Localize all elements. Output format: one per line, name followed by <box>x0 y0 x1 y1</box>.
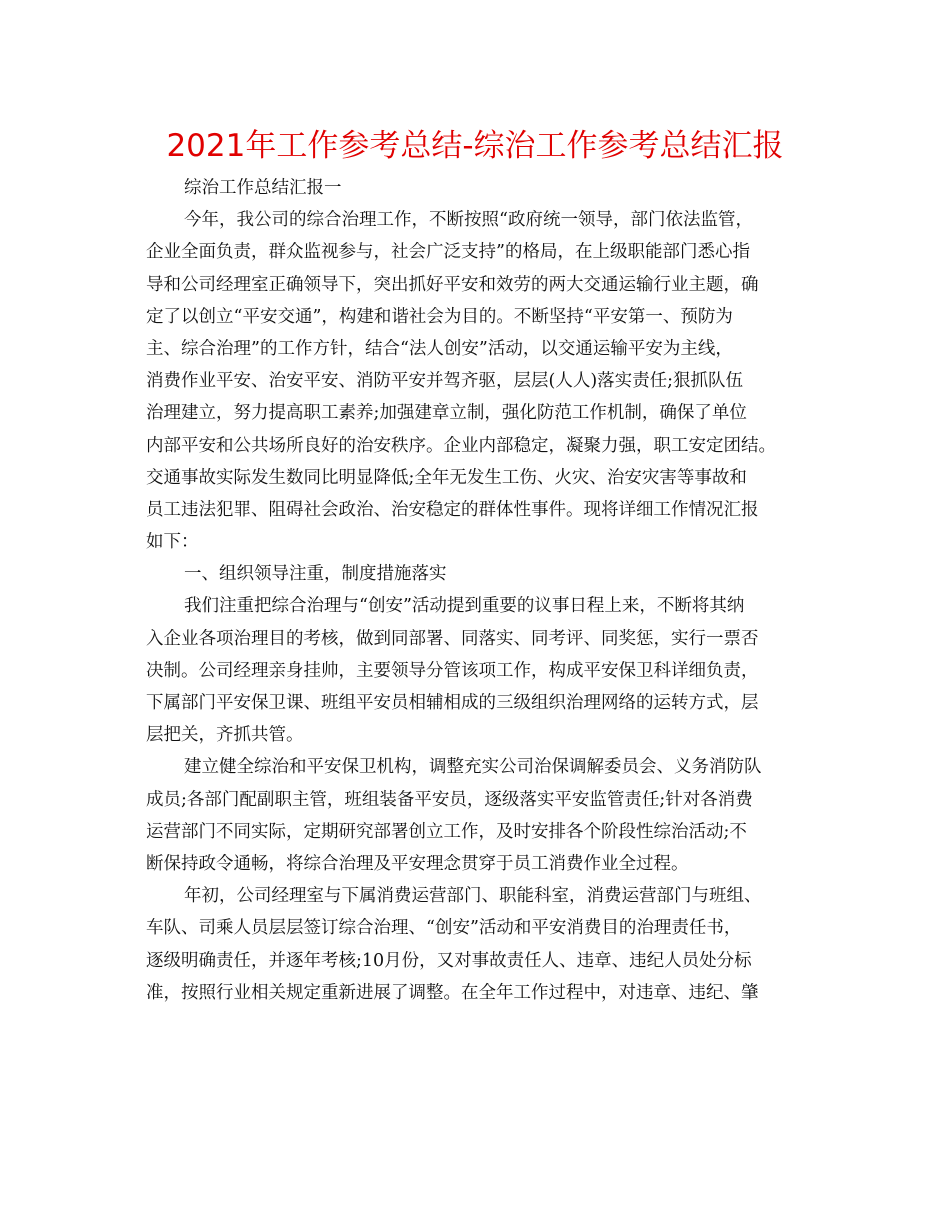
body-line: 准，按照行业相关规定重新进展了调整。在全年工作过程中，对违章、违纪、肇 <box>146 982 759 1003</box>
body-line: 今年，我公司的综合治理工作，不断按照“政府统一领导，部门依法监管， <box>184 210 753 231</box>
body-line: 一、组织领导注重，制度措施落实 <box>184 564 447 585</box>
body-line: 成员;各部门配副职主管，班组装备平安员，逐级落实平安监管责任;针对各消费 <box>146 789 753 810</box>
body-line: 年初，公司经理室与下属消费运营部门、职能科室，消费运营部门与班组、 <box>184 886 762 907</box>
body-line: 下属部门平安保卫课、班组平安员相辅相成的三级组织治理网络的运转方式，层 <box>146 693 759 713</box>
body-line: 导和公司经理室正确领导下，突出抓好平安和效劳的两大交通运输行业主题，确 <box>146 274 759 295</box>
body-line: 内部平安和公共场所良好的治安秩序。企业内部稳定，凝聚力强，职工安定团结。 <box>146 435 776 456</box>
body-line: 企业全面负责，群众监视参与，社会广泛支持”的格局，在上级职能部门悉心指 <box>146 242 750 263</box>
body-line: 断保持政令通畅，将综合治理及平安理念贯穿于员工消费作业全过程。 <box>146 853 689 874</box>
body-line: 消费作业平安、治安平安、消防平安并驾齐驱，层层(人人)落实责任;狠抓队伍 <box>146 371 744 392</box>
body-line: 车队、司乘人员层层签订综合治理、“创安”活动和平安消费目的治理责任书， <box>146 918 742 939</box>
body-line: 综治工作总结汇报一 <box>184 178 342 198</box>
body-line: 建立健全综治和平安保卫机构，调整充实公司治保调解委员会、义务消防队 <box>184 757 762 778</box>
body-line: 如下： <box>146 532 199 553</box>
body-line: 主、综合治理”的工作方针，结合“法人创安”活动，以交通运输平安为主线， <box>146 338 733 359</box>
body-line: 定了以创立“平安交通”，构建和谐社会为目的。不断坚持“平安第一、预防为 <box>146 306 733 327</box>
body-line: 决制。公司经理亲身挂帅，主要领导分管该项工作，构成平安保卫科详细负责， <box>146 660 759 681</box>
body-line: 运营部门不同实际，定期研究部署创立工作，及时安排各个阶段性综治活动;不 <box>146 821 747 842</box>
body-line: 入企业各项治理目的考核，做到同部署、同落实、同考评、同奖惩，实行一票否 <box>146 628 759 649</box>
body-line: 逐级明确责任，并逐年考核;10月份，又对事故责任人、违章、违纪人员处分标 <box>146 950 752 971</box>
body-line: 层把关，齐抓共管。 <box>146 725 304 746</box>
document-title: 2021年工作参考总结-综治工作参考总结汇报 <box>166 128 784 164</box>
document-body <box>146 172 816 1009</box>
body-line: 我们注重把综合治理与“创安”活动提到重要的议事日程上来，不断将其纳 <box>184 596 745 617</box>
body-line: 员工违法犯罪、阻碍社会政治、治安稳定的群体性事件。现将详细工作情况汇报 <box>146 499 759 520</box>
body-line: 治理建立，努力提高职工素养;加强建章立制，强化防范工作机制，确保了单位 <box>146 403 747 424</box>
body-line: 交通事故实际发生数同比明显降低;全年无发生工伤、火灾、治安灾害等事故和 <box>146 467 747 488</box>
